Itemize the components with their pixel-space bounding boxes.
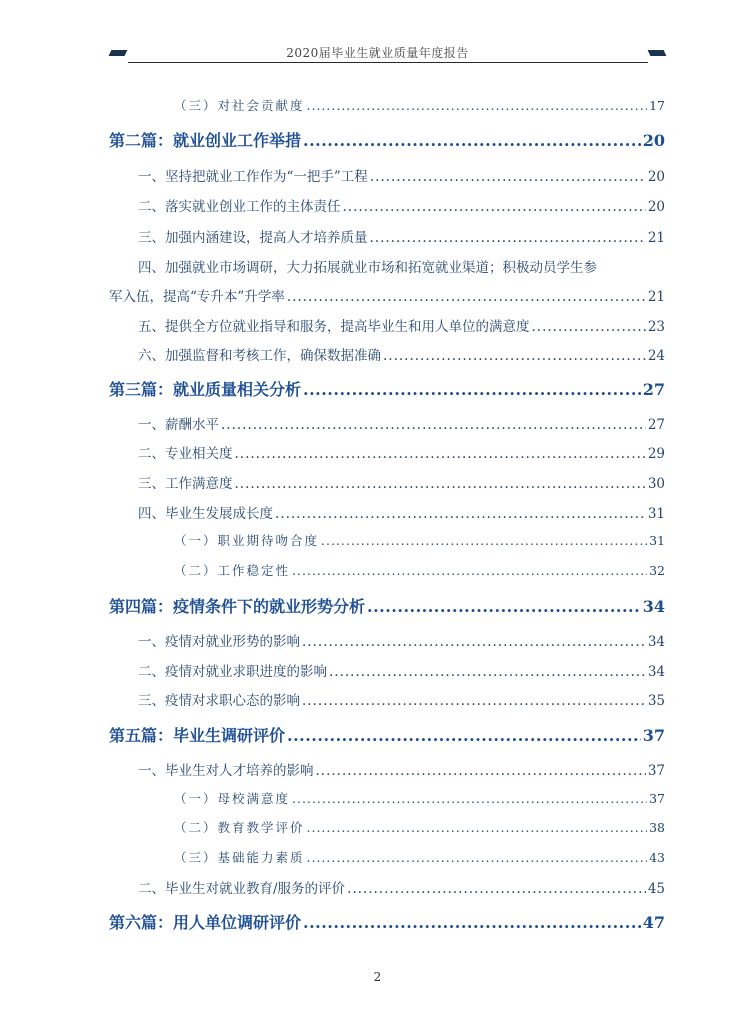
toc-entry-page: 23 xyxy=(647,319,665,335)
toc-chapter-page: 37 xyxy=(642,726,665,745)
toc-entry-page: 43 xyxy=(649,850,665,865)
toc-leader-dots xyxy=(307,820,648,835)
toc-entry-page: 30 xyxy=(647,476,665,492)
toc-entry-label: 一、疫情对就业形势的影响 xyxy=(138,634,300,650)
toc-chapter[interactable] xyxy=(109,910,665,933)
toc-entry[interactable] xyxy=(174,96,665,114)
toc-entry-page: 37 xyxy=(649,791,665,806)
toc-entry-page: 21 xyxy=(647,230,665,246)
toc-leader-dots xyxy=(370,230,646,246)
toc-entry-page: 32 xyxy=(649,563,665,578)
toc-leader-dots xyxy=(307,98,648,113)
toc-chapter-label: 第二篇：就业创业工作举措 xyxy=(109,131,302,150)
toc-entry[interactable] xyxy=(174,561,665,579)
toc-entry-page: 37 xyxy=(647,763,665,779)
toc-leader-dots xyxy=(303,380,641,399)
toc-leader-dots xyxy=(321,533,647,548)
toc-entry-label: （一）母校满意度 xyxy=(174,791,291,806)
toc-entry-label: 二、疫情对就业求职进度的影响 xyxy=(138,664,327,680)
toc-entry-page: 17 xyxy=(649,98,665,113)
toc-leader-dots xyxy=(343,199,646,215)
toc-entry-label: 六、加强监督和考核工作，确保数据准确 xyxy=(138,348,381,364)
toc-leader-dots xyxy=(532,319,646,335)
toc-entry[interactable] xyxy=(138,226,665,246)
toc-leader-dots xyxy=(329,664,646,680)
toc-leader-dots xyxy=(292,791,647,806)
toc-entry-page: 27 xyxy=(647,417,665,433)
toc-entry[interactable] xyxy=(174,531,665,549)
toc-entry-page: 31 xyxy=(647,506,665,522)
toc-leader-dots xyxy=(287,726,641,745)
toc-leader-dots xyxy=(302,634,646,650)
toc-chapter-page: 20 xyxy=(642,131,665,150)
toc-entry-label: 三、疫情对求职心态的影响 xyxy=(138,693,300,709)
toc-entry[interactable] xyxy=(138,165,665,185)
toc-entry-page: 29 xyxy=(647,446,665,462)
toc-entry-label: 三、工作满意度 xyxy=(138,476,233,492)
toc-entry-label: （三）对社会贡献度 xyxy=(174,98,305,113)
toc-chapter[interactable] xyxy=(109,723,665,746)
toc-leader-dots xyxy=(287,289,646,305)
toc-entry-label: 一、坚持把就业工作作为“一把手”工程 xyxy=(138,169,368,185)
toc-leader-dots xyxy=(370,169,646,185)
toc-entry-page: 24 xyxy=(647,348,665,364)
toc-entry[interactable] xyxy=(138,630,665,650)
toc-leader-dots xyxy=(367,597,641,616)
toc-leader-dots xyxy=(347,881,646,897)
toc-chapter-label: 第四篇：疫情条件下的就业形势分析 xyxy=(109,597,366,616)
toc-entry-page: 20 xyxy=(647,199,665,215)
header-rule xyxy=(128,62,648,63)
toc-entry-label: （二）教育教学评价 xyxy=(174,820,305,835)
toc-entry-label: 二、落实就业创业工作的主体责任 xyxy=(138,199,341,215)
toc-entry[interactable] xyxy=(138,413,665,433)
toc-entry-label: （一）职业期待吻合度 xyxy=(174,533,320,548)
toc-chapter-label: 第五篇：毕业生调研评价 xyxy=(109,726,286,745)
toc-entry-page: 21 xyxy=(647,289,665,305)
toc-entry[interactable] xyxy=(138,660,665,680)
toc-entry-label: （二）工作稳定性 xyxy=(174,563,291,578)
toc-entry-label: 二、专业相关度 xyxy=(138,446,233,462)
toc-chapter[interactable] xyxy=(109,594,665,617)
toc-leader-dots xyxy=(292,563,647,578)
toc-entry-label: （三）基础能力素质 xyxy=(174,850,305,865)
toc-leader-dots xyxy=(316,763,646,779)
toc-leader-dots xyxy=(383,348,646,364)
toc-chapter[interactable] xyxy=(109,128,665,151)
toc-entry-page: 34 xyxy=(647,634,665,650)
toc-leader-dots xyxy=(221,417,646,433)
header-decoration-right xyxy=(648,50,667,56)
toc-entry[interactable] xyxy=(138,877,665,897)
toc-entry[interactable] xyxy=(174,818,665,836)
toc-chapter[interactable] xyxy=(109,377,665,400)
toc-entry[interactable] xyxy=(138,195,665,215)
page-number: 2 xyxy=(373,970,382,984)
toc-chapter-page: 27 xyxy=(642,380,665,399)
toc-entry[interactable] xyxy=(138,759,665,779)
toc-leader-dots xyxy=(275,506,646,522)
toc-leader-dots xyxy=(235,446,646,462)
toc-entry[interactable] xyxy=(138,344,665,364)
page-header xyxy=(0,44,755,68)
toc-entry[interactable] xyxy=(138,502,665,522)
header-title: 2020届毕业生就业质量年度报告 xyxy=(286,46,469,60)
toc-entry[interactable] xyxy=(138,442,665,462)
toc-chapter-label: 第六篇：用人单位调研评价 xyxy=(109,913,302,932)
toc-entry-page: 35 xyxy=(647,693,665,709)
toc-entry-page: 38 xyxy=(649,820,665,835)
toc-chapter-label: 第三篇：就业质量相关分析 xyxy=(109,380,302,399)
toc-entry-label: 三、加强内涵建设，提高人才培养质量 xyxy=(138,230,368,246)
toc-entry-label: 一、毕业生对人才培养的影响 xyxy=(138,763,314,779)
toc-entry-label-line1: 四、加强就业市场调研，大力拓展就业市场和拓宽就业渠道；积极动员学生参 xyxy=(138,260,597,276)
toc-entry-label: 二、毕业生对就业教育/服务的评价 xyxy=(138,881,346,897)
toc-entry-label: 军入伍，提高“专升本”升学率 xyxy=(109,289,285,305)
toc-entry[interactable] xyxy=(138,472,665,492)
toc-entry[interactable] xyxy=(174,789,665,807)
toc-entry[interactable] xyxy=(138,689,665,709)
toc-entry[interactable] xyxy=(138,315,665,335)
toc-entry-page: 20 xyxy=(647,169,665,185)
toc-entry-page: 31 xyxy=(649,533,665,548)
toc-leader-dots xyxy=(235,476,646,492)
toc-entry[interactable] xyxy=(174,848,665,866)
toc-leader-dots xyxy=(302,693,646,709)
toc-leader-dots xyxy=(303,913,641,932)
toc-entry-label: 一、薪酬水平 xyxy=(138,417,219,433)
toc-leader-dots xyxy=(303,131,641,150)
toc-chapter-page: 47 xyxy=(642,913,665,932)
toc-chapter-page: 34 xyxy=(642,597,665,616)
toc-entry-label: 四、毕业生发展成长度 xyxy=(138,506,273,522)
toc-entry-label: 五、提供全方位就业指导和服务，提高毕业生和用人单位的满意度 xyxy=(138,319,530,335)
toc-entry-page: 34 xyxy=(647,664,665,680)
toc-entry-page: 45 xyxy=(647,881,665,897)
toc-entry[interactable] xyxy=(109,285,665,305)
toc-leader-dots xyxy=(307,850,648,865)
